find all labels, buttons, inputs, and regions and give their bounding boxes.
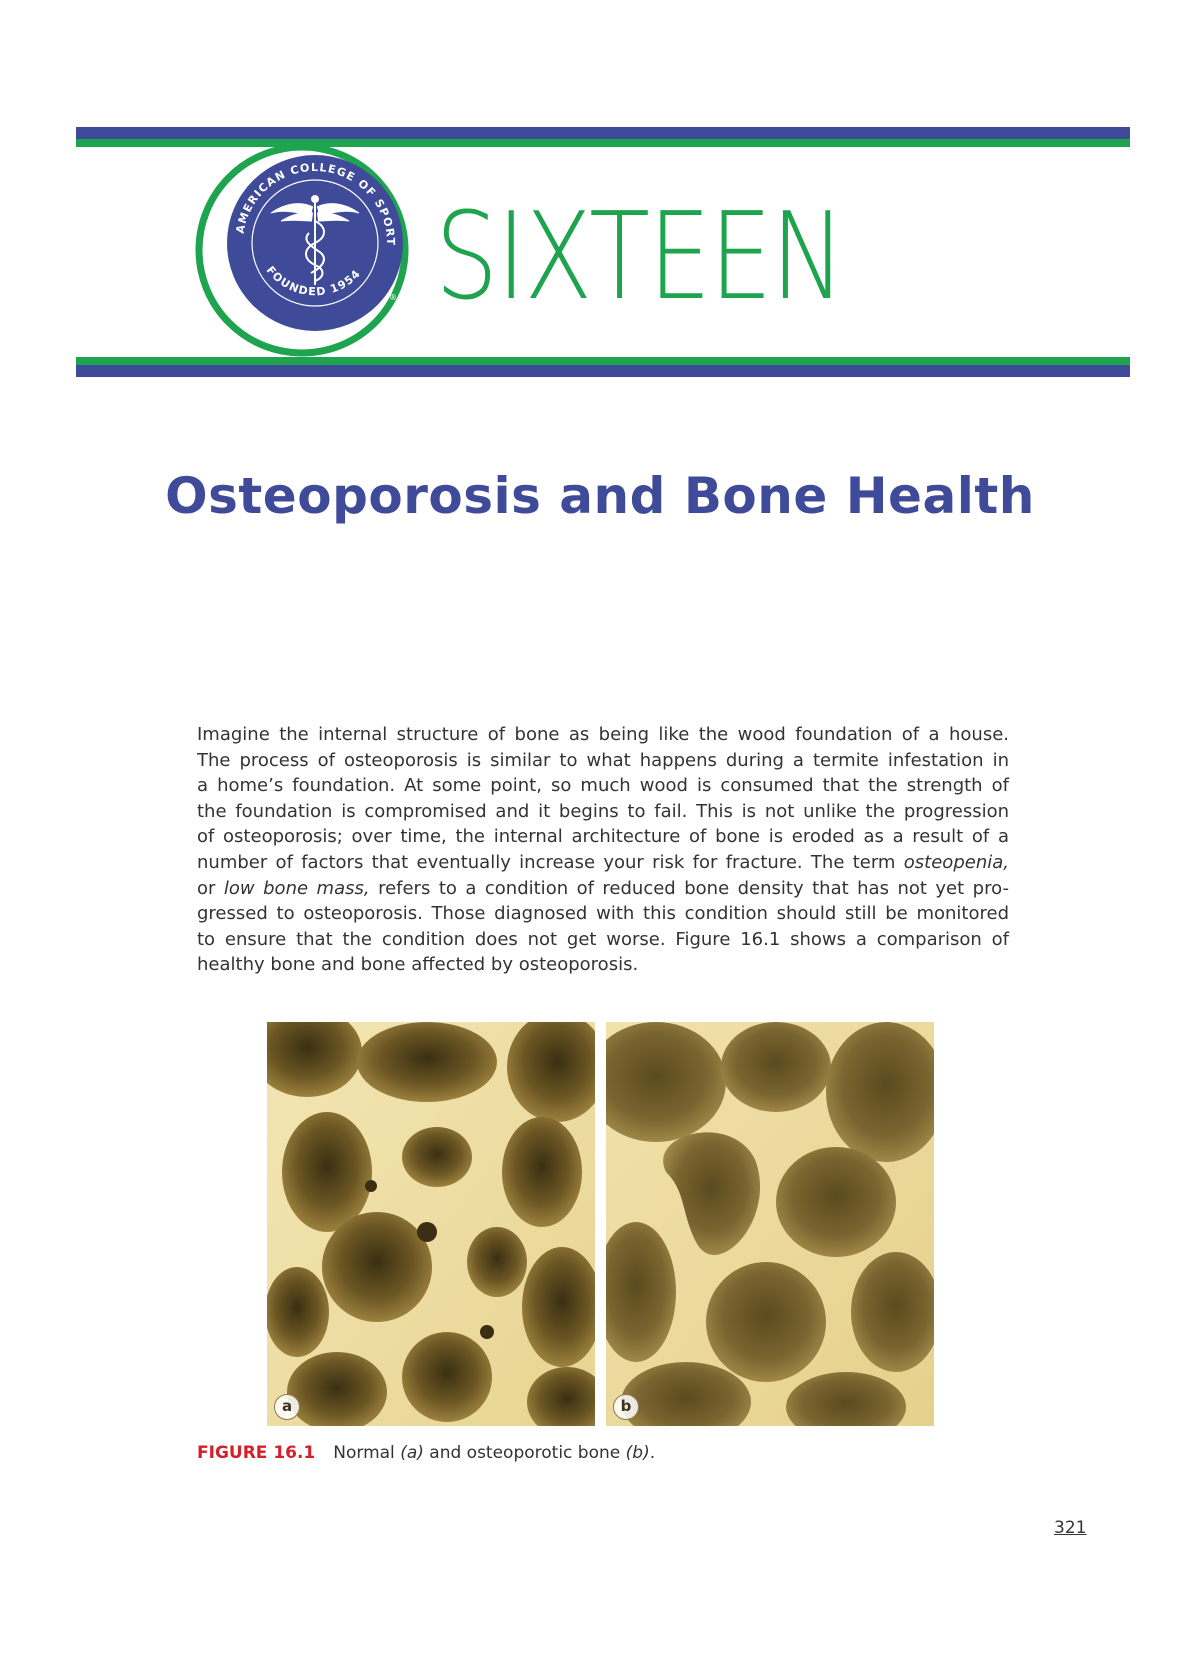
panel-b-label: b [613,1394,639,1420]
svg-text:®: ® [389,293,397,302]
paragraph-line: healthy bone and bone affected by osteoporosis. [197,954,639,976]
line-text: or [197,877,216,899]
page-number[interactable]: 321 [1054,1518,1087,1538]
caption-ref-a: (a) [400,1443,424,1463]
header-bottom-blue-rule [76,365,1130,377]
seal-bottom-text: FOUNDED 1954 [263,263,364,299]
paragraph-line: The process of osteoporosis is similar to what happens during a termite infestation in [197,749,1009,771]
paragraph-line: Imagine the internal structure of bone as being like the wood foundation of a house. [197,724,1009,745]
paragraph-line: to ensure that the condition does not get worse. Figure 16.1 shows a comparison of [197,928,1009,950]
figure-panel-osteoporotic-bone [606,1022,934,1426]
line-text: number of factors that eventually increase your risk for fracture. The term [197,851,896,873]
paragraph-line [197,850,1009,876]
term-osteopenia: osteopenia, [903,851,1009,873]
header-bottom-green-rule [76,357,1130,365]
caption-ref-b: (b) [625,1443,650,1463]
paragraph-line: a home’s foundation. At some point, so much wood is consumed that the strength of [197,775,1009,797]
paragraph-line: the foundation is compromised and it begins to fail. This is not unlike the progression [197,800,1009,822]
paragraph-line [197,876,1009,902]
intro-paragraph [197,722,1009,978]
caption-end: . [649,1443,656,1463]
line-text: refers to a condition of reduced bone density that has not yet pro- [378,877,1009,899]
paragraph-line: gressed to osteoporosis. Those diagnosed with this condition should still be monitored [197,903,1009,925]
normal-bone-image [267,1022,595,1426]
header-top-blue-rule [76,127,1130,139]
panel-a-label: a [274,1394,300,1420]
term-low-bone-mass: low bone mass, [223,877,370,899]
caption-text: Normal [333,1443,395,1463]
chapter-number: SIXTEEN [435,188,844,327]
caption-text: and osteoporotic bone [429,1443,621,1463]
paragraph-line: of osteoporosis; over time, the internal architecture of bone is eroded as a result of a [197,826,1009,848]
acsm-seal [195,143,409,357]
seal-outer-text: AMERICAN COLLEGE OF SPORT [233,160,398,247]
chapter-title: Osteoporosis and Bone Health [165,467,1035,525]
figure-caption [197,1443,655,1463]
figure-panel-normal-bone [267,1022,595,1426]
osteoporotic-bone-image [606,1022,934,1426]
figure-label: FIGURE 16.1 [197,1443,316,1463]
